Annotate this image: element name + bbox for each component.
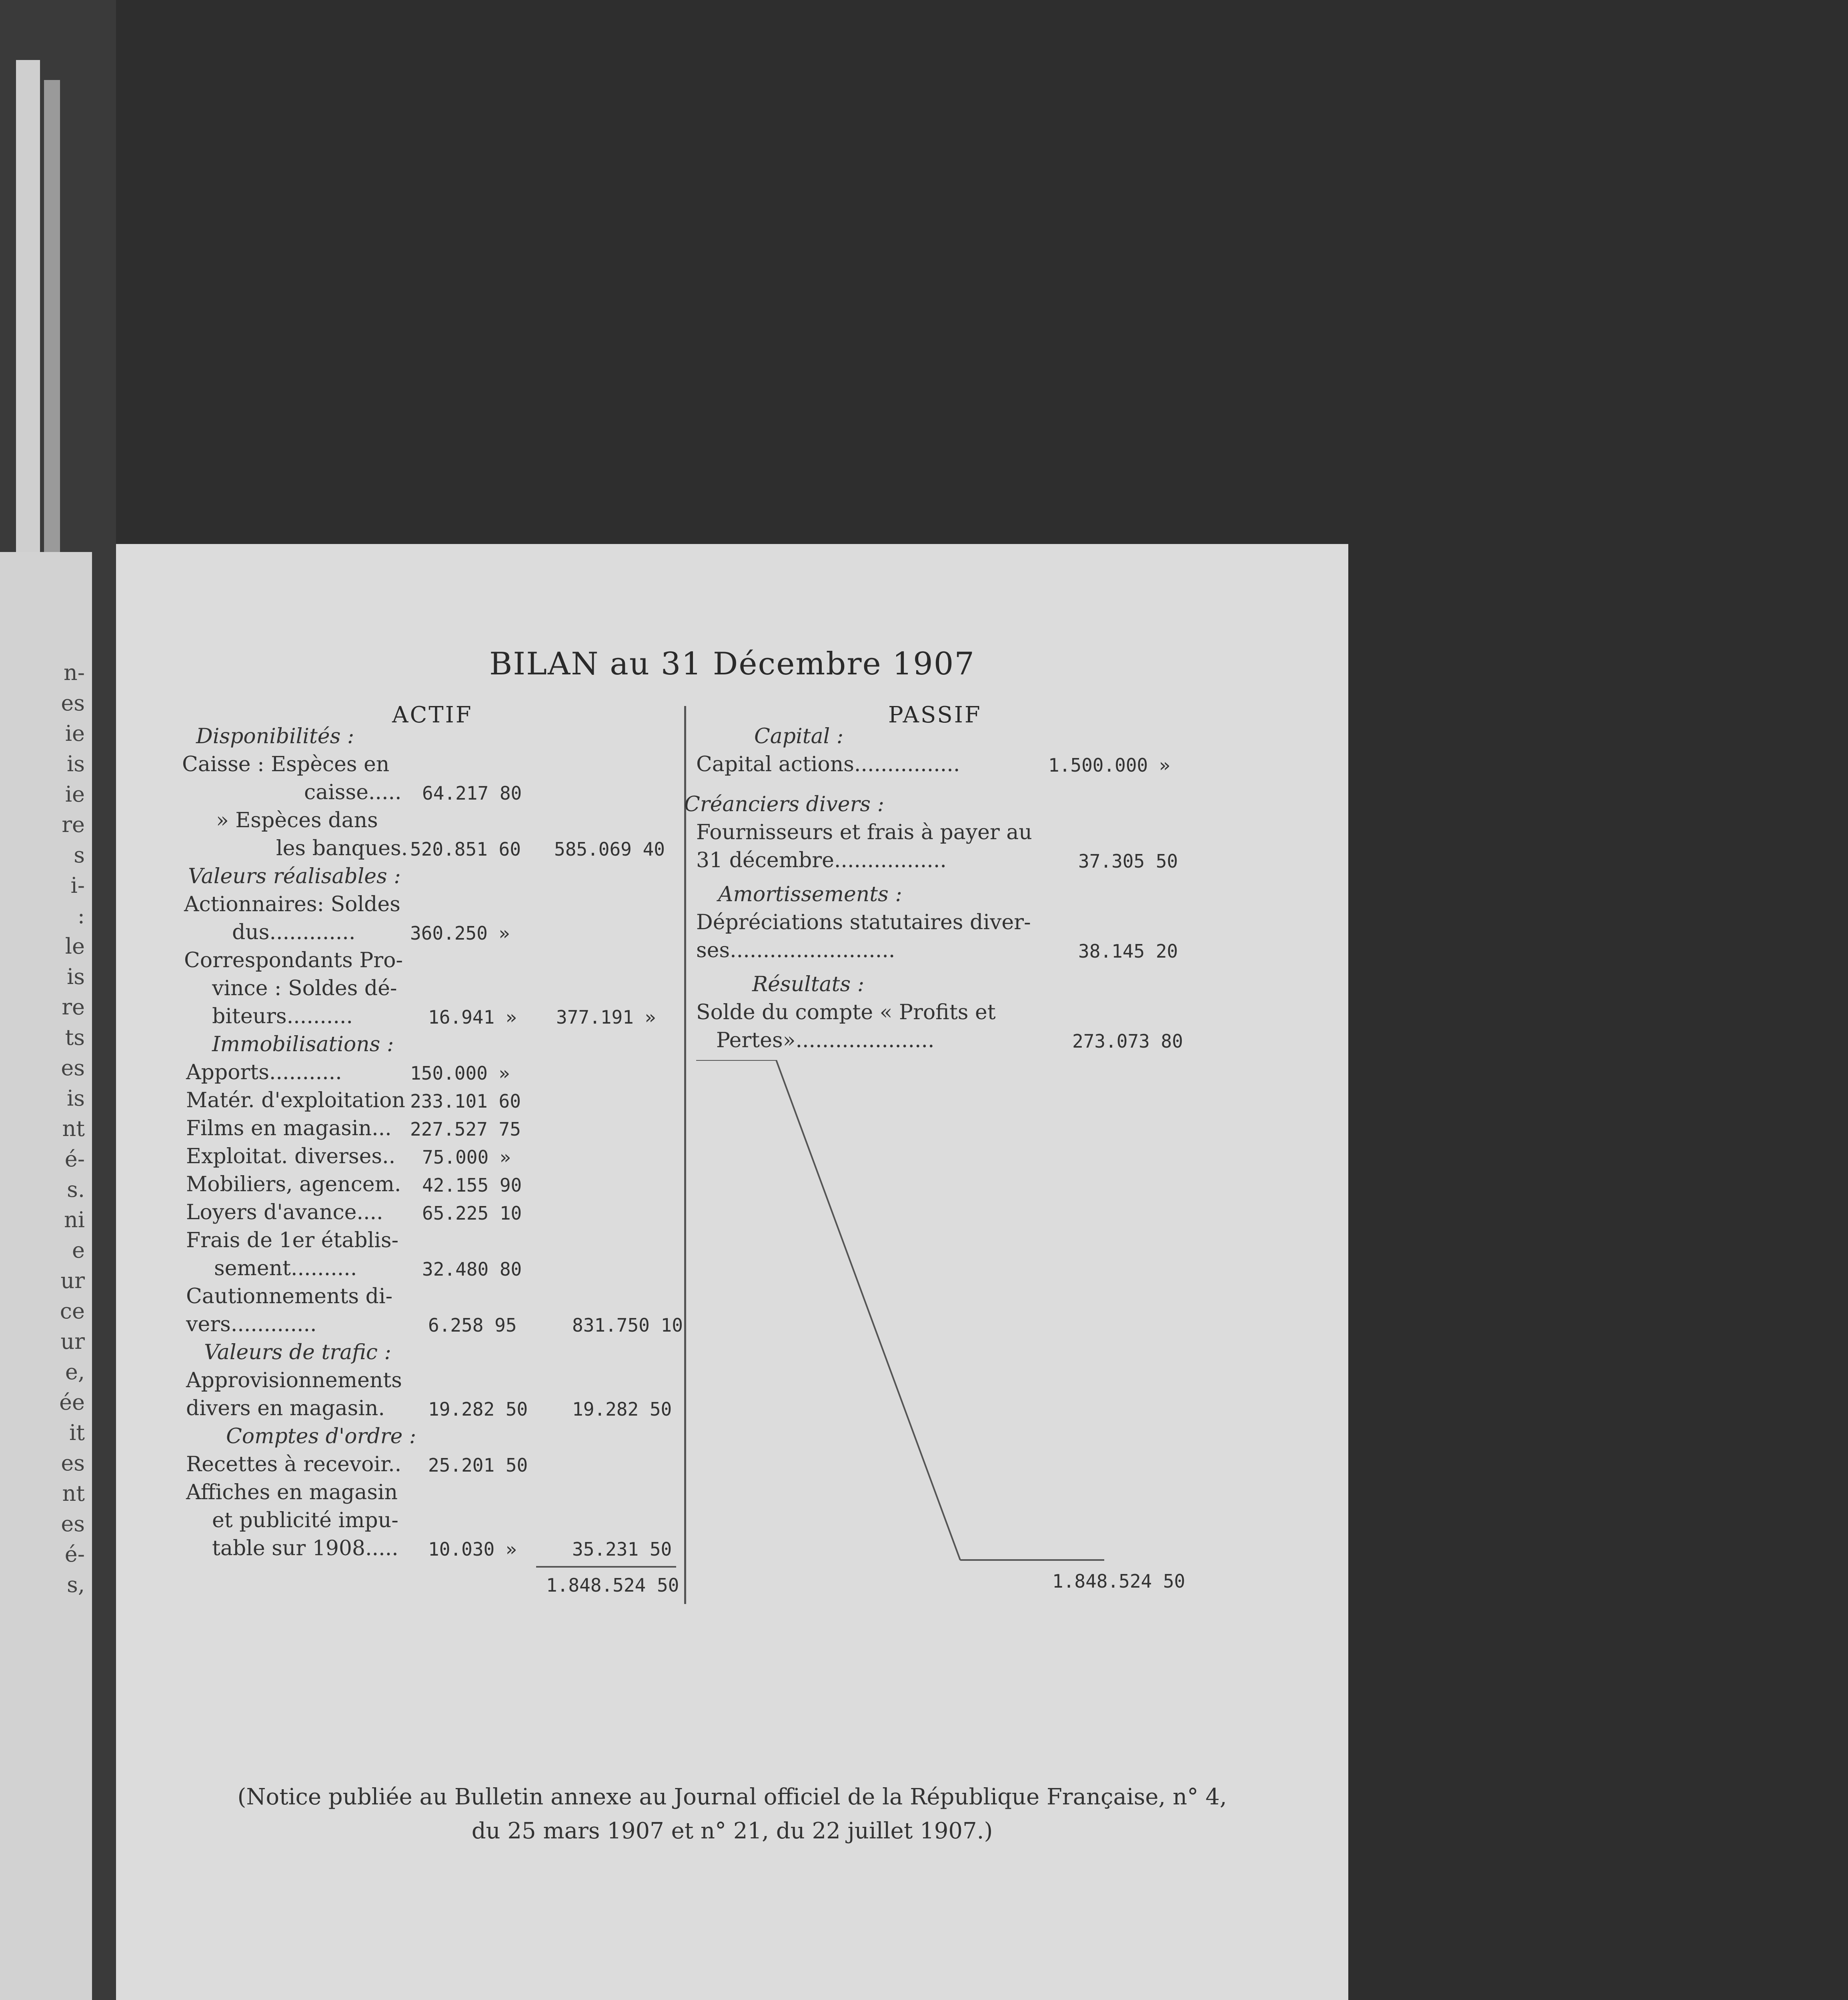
line-label: Fournisseurs et frais à payer au <box>696 820 1032 844</box>
line-label: Matér. d'exploitation <box>186 1088 405 1112</box>
subtotal: 585.069 40 <box>554 838 665 860</box>
left-page-text-fragment: s. <box>67 1177 85 1202</box>
line-label: Actionnaires: Soldes <box>184 892 400 916</box>
amount: 19.282 50 <box>428 1398 528 1420</box>
left-page-text-fragment: ts <box>65 1025 85 1050</box>
left-page-text-fragment: ée <box>59 1390 85 1415</box>
amount: 37.305 50 <box>1078 850 1178 872</box>
page-edge <box>16 60 40 560</box>
line-label: 31 décembre................. <box>696 848 947 872</box>
line-label: » Espèces dans <box>216 808 378 832</box>
left-page-text-fragment: es <box>61 690 85 716</box>
amount: 10.030 » <box>428 1538 517 1560</box>
line-label: vince : Soldes dé- <box>212 976 397 1000</box>
line-label: Correspondants Pro- <box>184 948 403 972</box>
left-page-text-fragment: is <box>67 751 85 776</box>
line-label: Capital actions................ <box>696 752 960 776</box>
left-page-text-fragment: nt <box>62 1116 85 1141</box>
line-label: ses......................... <box>696 938 895 962</box>
line-label: biteurs.......... <box>212 1004 353 1028</box>
left-page-text-fragment: le <box>65 934 85 959</box>
left-page-text-fragment: n- <box>63 660 85 685</box>
line-label: Cautionnements di- <box>186 1284 393 1308</box>
line-label: dus............. <box>232 920 356 944</box>
page-edge <box>44 80 60 552</box>
line-label: table sur 1908..... <box>212 1536 398 1560</box>
subtotal: 35.231 50 <box>572 1538 672 1560</box>
line-label: Exploitat. diverses.. <box>186 1144 396 1168</box>
section-label: Résultats : <box>752 972 865 996</box>
left-page-text-fragment: é- <box>64 1146 85 1172</box>
line-label: vers............. <box>186 1312 317 1336</box>
notice-line: du 25 mars 1907 et n° 21, du 22 juillet 1907.) <box>471 1818 993 1844</box>
amount: 38.145 20 <box>1078 940 1178 962</box>
line-label: Pertes»..................... <box>716 1028 935 1052</box>
left-page-text-fragment: ur <box>60 1268 85 1293</box>
left-page-text-fragment: nt <box>62 1481 85 1506</box>
section-label: Valeurs réalisables : <box>188 864 401 888</box>
section-label: Immobilisations : <box>212 1032 394 1056</box>
line-label: Films en magasin... <box>186 1116 392 1140</box>
line-label: Loyers d'avance.... <box>186 1200 383 1224</box>
left-page-text-fragment: es <box>61 1511 85 1536</box>
total-rule <box>536 1566 676 1568</box>
amount: 1.500.000 » <box>1048 754 1170 776</box>
section-label: Comptes d'ordre : <box>226 1424 416 1448</box>
line-label: Affiches en magasin <box>186 1480 398 1504</box>
line-label: Caisse : Espèces en <box>182 752 390 776</box>
amount: 42.155 90 <box>422 1174 522 1196</box>
left-page-text-fragment: e <box>72 1238 85 1263</box>
left-page-text-fragment: ce <box>60 1298 85 1324</box>
left-page-text-fragment: i- <box>70 873 85 898</box>
amount: 227.527 75 <box>410 1118 521 1140</box>
line-label: Dépréciations statutaires diver- <box>696 910 1031 934</box>
line-label: les banques. <box>276 836 408 860</box>
left-page-text-fragment: it <box>69 1420 85 1445</box>
left-page-text-fragment: s <box>74 842 85 868</box>
left-page-text-fragment: is <box>67 1086 85 1111</box>
section-label: Créanciers divers : <box>684 792 885 816</box>
left-page-fragment <box>0 552 92 2000</box>
line-label: Solde du compte « Profits et <box>696 1000 996 1024</box>
left-page-text-fragment: ie <box>65 721 85 746</box>
amount: 64.217 80 <box>422 782 522 804</box>
subtotal: 831.750 10 <box>572 1314 683 1336</box>
section-label: Disponibilités : <box>196 724 354 748</box>
section-label: Amortissements : <box>718 882 902 906</box>
amount: 75.000 » <box>422 1146 511 1168</box>
left-page-text-fragment: re <box>62 812 85 837</box>
amount: 25.201 50 <box>428 1454 528 1476</box>
document-page <box>116 544 1348 2000</box>
line-label: Approvisionnements <box>186 1368 402 1392</box>
left-page-text-fragment: ni <box>64 1207 85 1232</box>
amount: 6.258 95 <box>428 1314 517 1336</box>
amount: 233.101 60 <box>410 1090 521 1112</box>
left-page-text-fragment: es <box>61 1055 85 1080</box>
notice-line: (Notice publiée au Bulletin annexe au Journal officiel de la République Française, n° 4, <box>237 1784 1227 1810</box>
line-label: Recettes à recevoir.. <box>186 1452 402 1476</box>
section-label: Capital : <box>754 724 844 748</box>
blank-space-rule <box>696 1060 1148 1572</box>
column-divider <box>684 706 686 1604</box>
left-page-text-fragment: is <box>67 964 85 989</box>
left-page-text-fragment: ur <box>60 1329 85 1354</box>
line-label: Mobiliers, agencem. <box>186 1172 401 1196</box>
actif-heading: ACTIF <box>392 702 473 728</box>
grand-total: 1.848.524 50 <box>546 1574 679 1596</box>
amount: 520.851 60 <box>410 838 521 860</box>
line-label: caisse..... <box>304 780 402 804</box>
passif-heading: PASSIF <box>888 702 982 728</box>
line-label: Frais de 1er établis- <box>186 1228 399 1252</box>
amount: 360.250 » <box>410 922 510 944</box>
subtotal: 377.191 » <box>556 1006 656 1028</box>
grand-total: 1.848.524 50 <box>1052 1570 1185 1592</box>
left-page-text-fragment: s, <box>67 1572 85 1597</box>
amount: 65.225 10 <box>422 1202 522 1224</box>
left-page-text-fragment: es <box>61 1450 85 1476</box>
page-title: BILAN au 31 Décembre 1907 <box>489 646 975 682</box>
left-page-text-fragment: ie <box>65 782 85 807</box>
amount: 150.000 » <box>410 1062 510 1084</box>
left-page-text-fragment: é- <box>64 1542 85 1567</box>
amount: 273.073 80 <box>1072 1030 1183 1052</box>
line-label: sement.......... <box>214 1256 357 1280</box>
left-page-text-fragment: re <box>62 994 85 1020</box>
amount: 32.480 80 <box>422 1258 522 1280</box>
subtotal: 19.282 50 <box>572 1398 672 1420</box>
left-page-text-fragment: : <box>77 903 85 928</box>
amount: 16.941 » <box>428 1006 517 1028</box>
section-label: Valeurs de trafic : <box>204 1340 391 1364</box>
line-label: Apports........... <box>186 1060 342 1084</box>
left-page-text-fragment: e, <box>65 1359 85 1384</box>
line-label: divers en magasin. <box>186 1396 385 1420</box>
line-label: et publicité impu- <box>212 1508 398 1532</box>
